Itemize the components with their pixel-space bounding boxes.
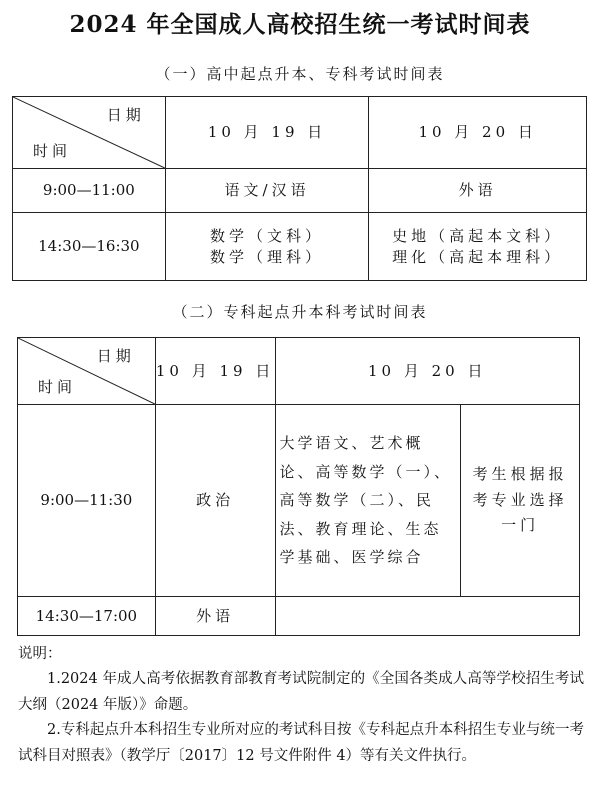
- corner-date-label: 日期: [96, 347, 135, 365]
- exam-subject: 外语: [369, 169, 587, 213]
- table1-corner-cell: [13, 97, 166, 169]
- exam-subjects-cell: [165, 213, 369, 281]
- table2-corner-cell: [18, 338, 156, 405]
- subjects-line: 高等数学（二）、民: [279, 491, 435, 510]
- choice-note-line: 考生根据报: [472, 465, 568, 484]
- page-title: 2024 年全国成人高校招生统一考试时间表: [69, 11, 531, 38]
- section2-heading: （二）专科起点升本科考试时间表: [172, 303, 428, 321]
- corner-time-label: 时间: [33, 142, 72, 160]
- corner-date-label: 日期: [106, 106, 145, 124]
- schedule-table-2: [17, 337, 580, 636]
- time-slot: 14:30—17:00: [18, 597, 156, 636]
- subjects-line: 学基础、医学综合: [279, 548, 424, 567]
- section1-heading: （一）高中起点升本、专科考试时间表: [155, 65, 445, 83]
- time-slot: 9:00—11:30: [18, 405, 156, 597]
- exam-subject: 数学（文科）: [210, 226, 325, 245]
- time-slot: 9:00—11:00: [13, 169, 166, 213]
- notes-section: [18, 642, 584, 769]
- schedule-table-1: [12, 96, 587, 281]
- date-header-oct20: 10 月 20 日: [369, 97, 587, 169]
- exam-subjects-list: [275, 405, 461, 597]
- date-header-oct20: 10 月 20 日: [275, 338, 579, 405]
- notes-label: 说明：: [18, 646, 62, 662]
- subjects-line: 论、高等数学（一）、: [279, 462, 453, 481]
- note-item: 1.2024 年成人高考依据教育部教育考试院制定的《全国各类成人高等学校招生考试大纲（2024 年版）》命题。: [18, 671, 584, 713]
- empty-cell: [275, 597, 579, 636]
- exam-choice-note: [461, 405, 580, 597]
- date-header-oct19: 10 月 19 日: [155, 338, 275, 405]
- exam-subject: 语文/汉语: [165, 169, 369, 213]
- exam-subject: 数学（理科）: [210, 247, 325, 266]
- subjects-line: 大学语文、艺术概: [279, 434, 424, 453]
- exam-subject: 政治: [155, 405, 275, 597]
- exam-subjects-cell: [369, 213, 587, 281]
- note-item: 2.专科起点升本科招生专业所对应的考试科目按《专科起点升本科招生专业与统一考试科目对照表》（教学厅〔2017〕12 号文件附件 4）等有关文件执行。: [18, 722, 584, 764]
- exam-subject: 外语: [155, 597, 275, 636]
- subjects-line: 法、教育理论、生态: [279, 519, 442, 538]
- date-header-oct19: 10 月 19 日: [165, 97, 369, 169]
- choice-note-line: 考专业选择: [472, 490, 568, 509]
- exam-subject: 史地（高起本文科）: [392, 226, 564, 245]
- choice-note-line: 一门: [501, 516, 540, 535]
- exam-subject: 理化（高起本理科）: [392, 247, 564, 266]
- time-slot: 14:30—16:30: [13, 213, 166, 281]
- corner-time-label: 时间: [38, 378, 77, 396]
